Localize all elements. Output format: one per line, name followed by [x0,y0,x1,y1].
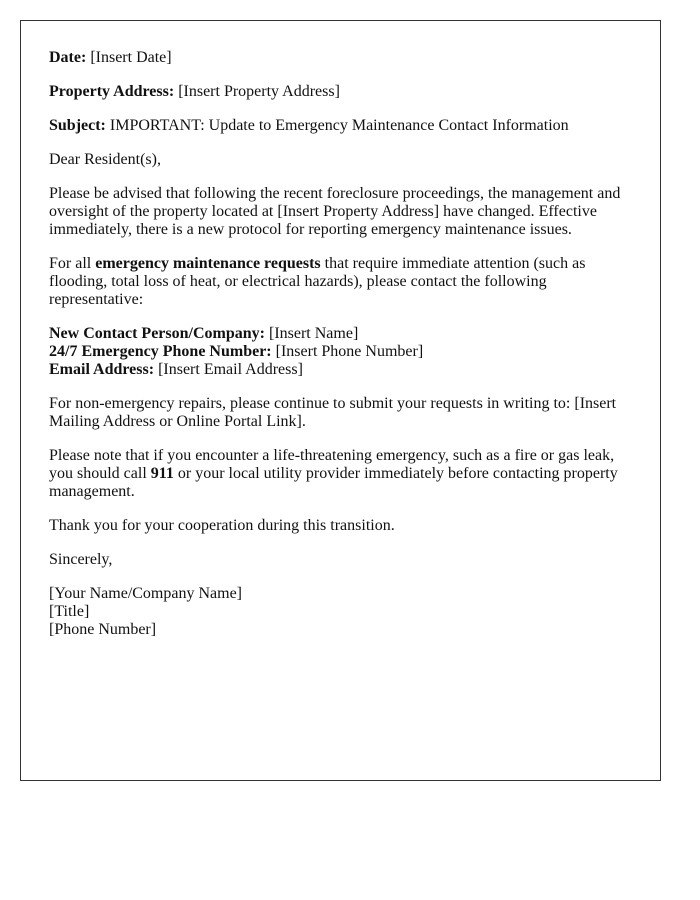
subject-value: IMPORTANT: Update to Emergency Maintenance Contact Information [109,117,569,134]
date-label: Date: [49,49,87,66]
intro-paragraph: Please be advised that following the recent foreclosure proceedings, the management and oversight of the property located at [Insert Property Address] have changed. Effective immediately, there is a new protocol for reporting emergency maintenance issues. [49,185,621,238]
thanks-paragraph: Thank you for your cooperation during this transition. [49,517,395,534]
email-value: [Insert Email Address] [158,361,303,378]
property-address-value: [Insert Property Address] [178,83,340,100]
date-line [49,49,632,67]
emergency-phone-value: [Insert Phone Number] [275,343,424,360]
contact-person-line [49,325,632,343]
life-text-bold: 911 [150,465,174,482]
subject-label: Subject: [49,117,106,134]
signature-block [49,585,632,639]
signature-phone: [Phone Number] [49,621,157,638]
signature-name: [Your Name/Company Name] [49,585,243,602]
life-text-pre: Please note that if you encounter a life-threatening emergency, such as a fire or gas leak, you should call [49,447,615,482]
emergency-text-bold: emergency maintenance requests [95,255,321,272]
life-threatening-paragraph [49,447,632,501]
signoff: Sincerely, [49,551,113,568]
salutation: Dear Resident(s), [49,151,161,168]
contact-person-label: New Contact Person/Company: [49,325,265,342]
property-address-line [49,83,632,101]
email-line [49,361,632,379]
letter-document [20,20,661,781]
emergency-text-pre: For all [49,255,96,272]
subject-line [49,117,632,135]
emergency-text-post: that require immediate attention (such as flooding, total loss of heat, or electrical hazards), please contact the following representative: [49,255,586,308]
emergency-paragraph [49,255,632,309]
life-text-post: or your local utility provider immediately before contacting property management. [49,465,618,500]
non-emergency-paragraph: For non-emergency repairs, please continue to submit your requests in writing to: [Insert Mailing Address or Online Portal Link]. [49,395,617,430]
email-label: Email Address: [49,361,155,378]
contact-block [49,325,632,379]
emergency-phone-label: 24/7 Emergency Phone Number: [49,343,272,360]
property-address-label: Property Address: [49,83,175,100]
signature-title: [Title] [49,603,90,620]
contact-person-value: [Insert Name] [268,325,359,342]
emergency-phone-line [49,343,632,361]
date-value: [Insert Date] [90,49,172,66]
